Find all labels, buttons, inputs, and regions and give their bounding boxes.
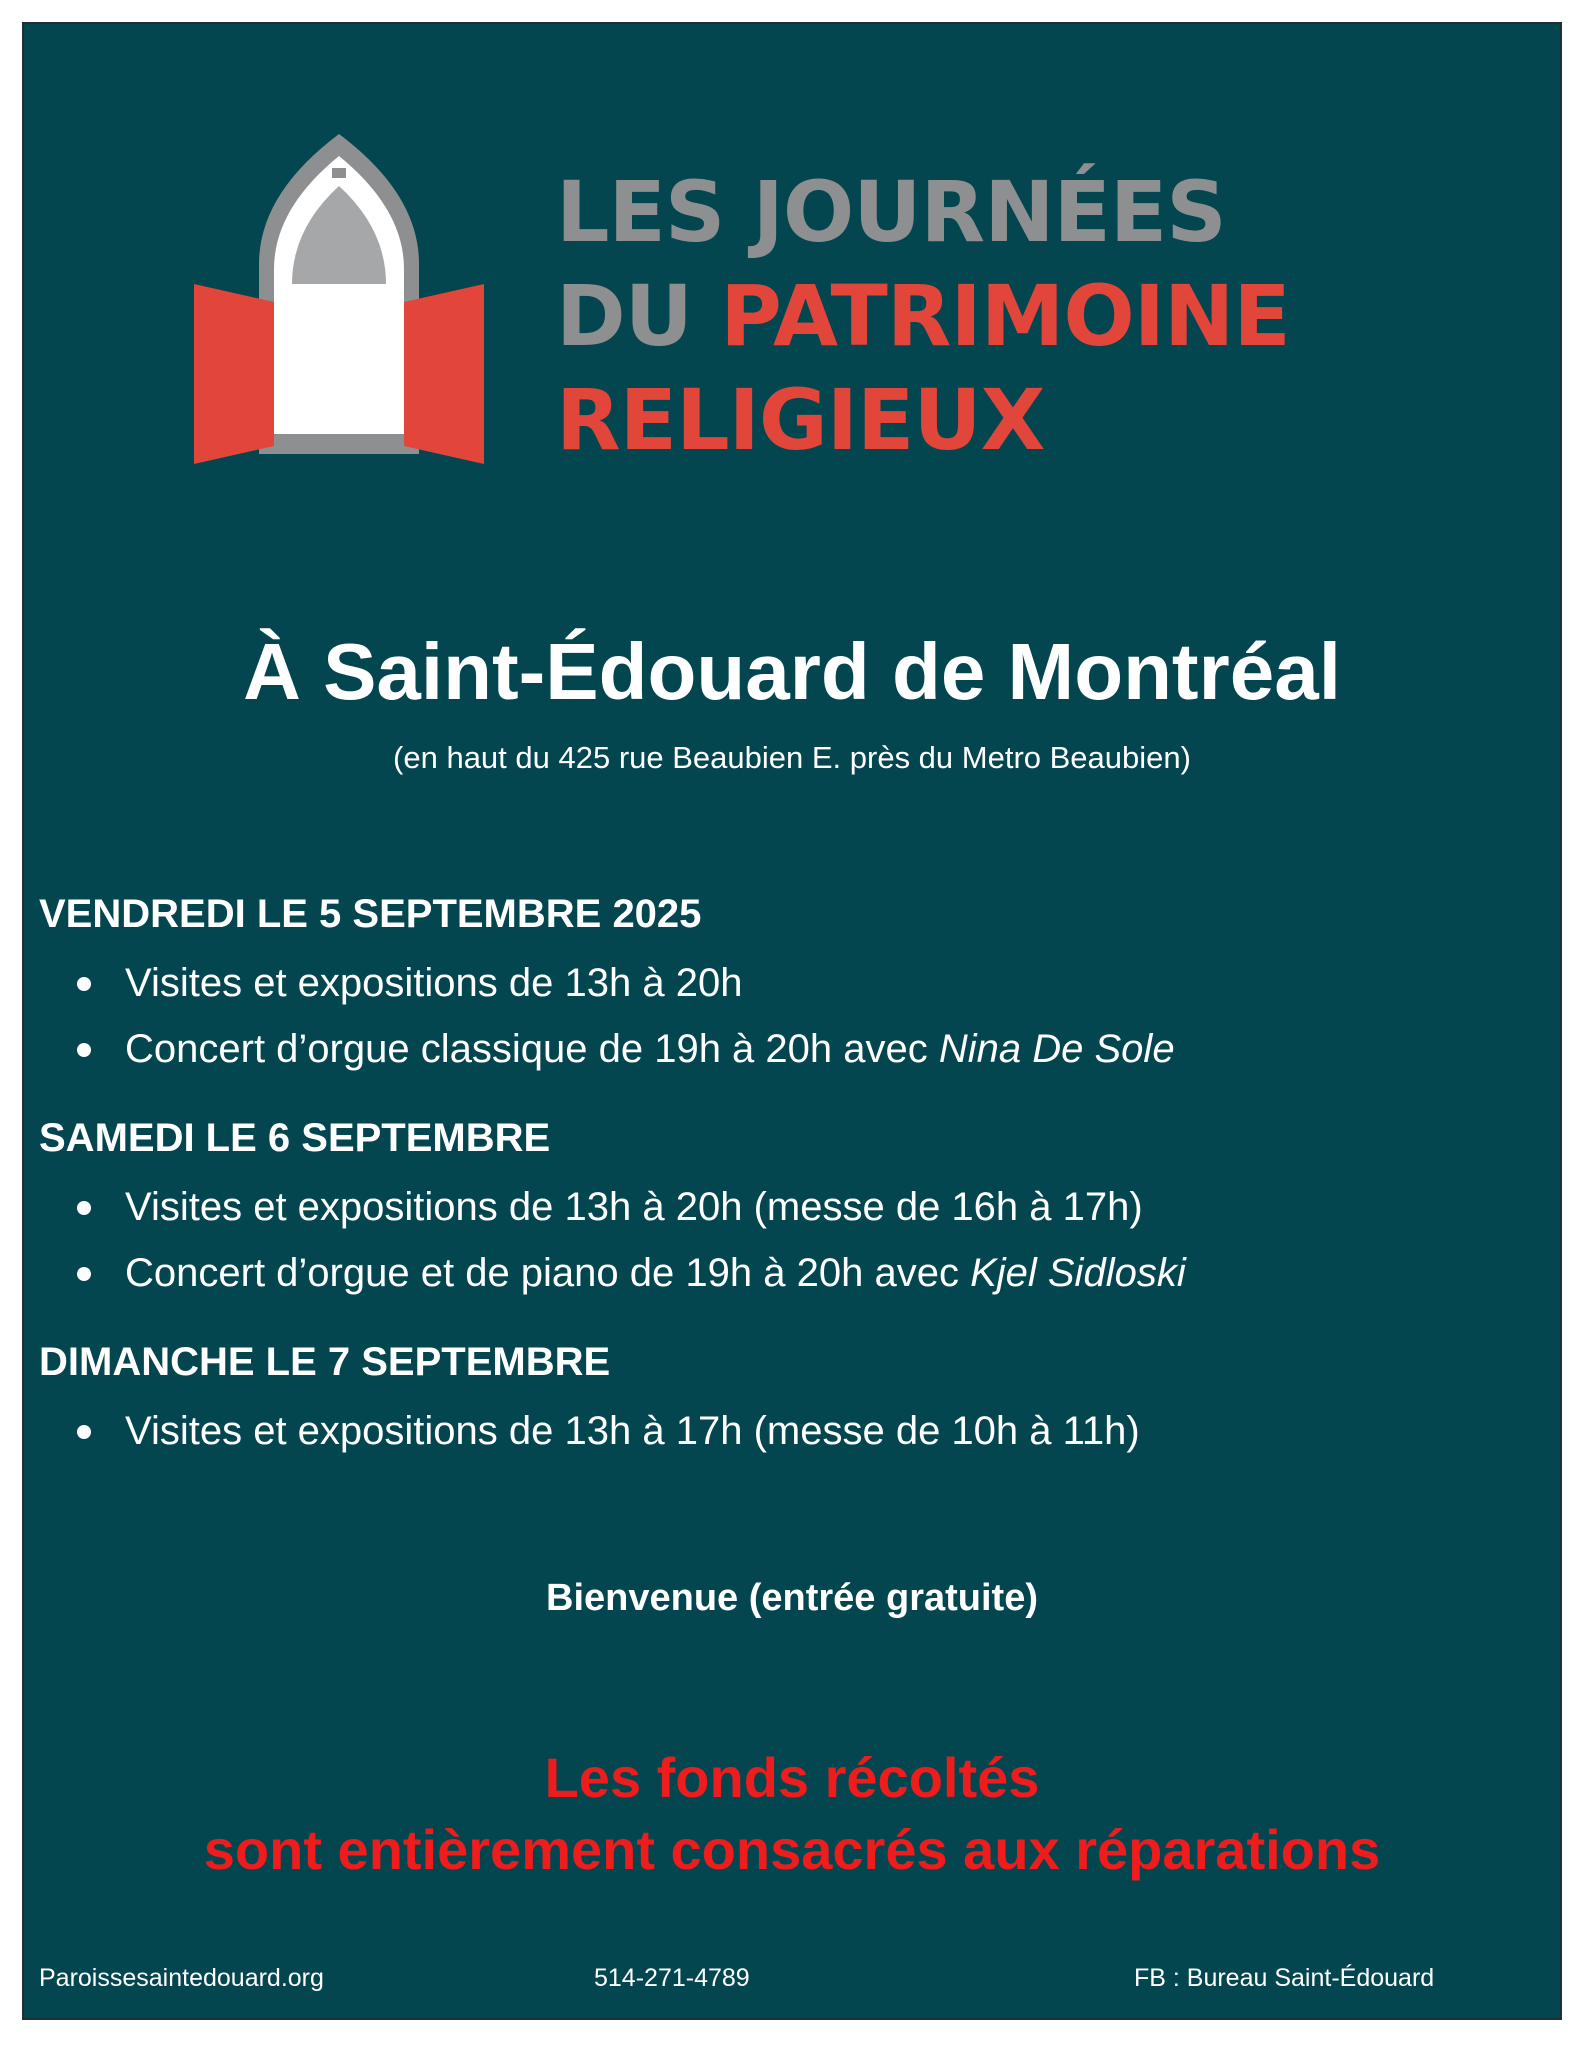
footer-phone: 514-271-4789 [594,1964,750,1992]
bullet-icon [77,1201,91,1215]
performer-name: Kjel Sidloski [970,1251,1186,1295]
venue-title: À Saint-Édouard de Montréal [243,627,1341,716]
activity-text: Concert d’orgue et de piano de 19h à 20h avec [125,1251,971,1295]
day-heading: VENDREDI LE 5 SEPTEMBRE 2025 [39,892,702,936]
day-activities [39,1398,1539,1464]
day-heading: SAMEDI LE 6 SEPTEMBRE [39,1116,551,1160]
church-window-icon [194,134,484,474]
activity-text: Visites et expositions de 13h à 20h [125,961,743,1005]
logo-line-3: RELIGIEUX [556,371,1045,469]
logo-wordmark [556,160,1290,472]
logo-line-2 [556,264,1290,368]
day-activities [39,1174,1539,1306]
funds-line-2: sont entièrement consacrés aux réparations [203,1818,1381,1881]
list-item [39,1174,1539,1240]
list-item [39,1016,1539,1082]
day-friday [39,884,1539,1082]
venue-address: (en haut du 425 rue Beaubien E. près du Metro Beaubien) [393,740,1191,775]
poster [22,22,1562,2020]
day-saturday [39,1108,1539,1306]
list-item [39,1240,1539,1306]
funds-line-1: Les fonds récoltés [544,1746,1040,1809]
event-logo [194,134,1394,474]
schedule [39,884,1539,1490]
logo-line-2-red: PATRIMOINE [720,267,1290,365]
activity-text: Visites et expositions de 13h à 17h (messe de 10h à 11h) [125,1409,1140,1453]
bullet-icon [77,1267,91,1281]
activity-text: Visites et expositions de 13h à 20h (messe de 16h à 17h) [125,1185,1143,1229]
bullet-icon [77,977,91,991]
bullet-icon [77,1043,91,1057]
day-activities [39,950,1539,1082]
list-item [39,1398,1539,1464]
funds-notice [24,1742,1560,1886]
welcome-note: Bienvenue (entrée gratuite) [546,1577,1038,1619]
performer-name: Nina De Sole [938,1027,1175,1071]
footer-facebook: FB : Bureau Saint-Édouard [1134,1964,1435,1992]
day-heading: DIMANCHE LE 7 SEPTEMBRE [39,1340,611,1384]
logo-line-1: LES JOURNÉES [556,163,1226,261]
logo-line-2-grey: DU [556,267,721,365]
bullet-icon [77,1425,91,1439]
list-item [39,950,1539,1016]
footer-website: Paroissesaintedouard.org [39,1964,324,1992]
activity-text: Concert d’orgue classique de 19h à 20h avec [125,1027,939,1071]
day-sunday [39,1332,1539,1464]
